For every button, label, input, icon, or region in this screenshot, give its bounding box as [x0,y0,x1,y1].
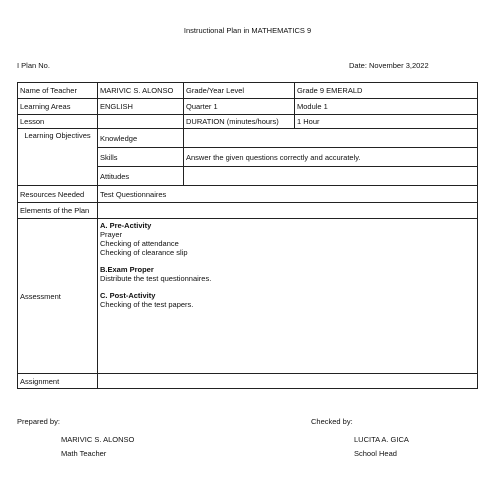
checked-by-name: LUCITA A. GICA [354,435,409,444]
duration-label: DURATION (minutes/hours) [184,115,295,129]
table-row [18,99,478,115]
attitudes-label: Attitudes [98,167,184,186]
assessment-label: Assessment [18,219,98,374]
table-row [18,374,478,389]
grade-label: Grade/Year Level [184,83,295,99]
plan-table [17,82,478,389]
elements-label: Elements of the Plan [18,203,98,219]
checked-by-label: Checked by: [311,417,353,426]
prepared-by-label: Prepared by: [17,417,60,426]
table-row [18,203,478,219]
skills-label: Skills [98,148,184,167]
table-row [18,219,478,374]
duration-value: 1 Hour [295,115,478,129]
checked-by-role: School Head [354,449,397,458]
pre-activity-title: A. Pre-Activity [100,221,152,230]
table-row [18,129,478,148]
elements-value [98,203,478,219]
lesson-label: Lesson [18,115,98,129]
knowledge-value [184,129,478,148]
skills-value: Answer the given questions correctly and accurately. [184,148,478,167]
plan-number-label: I Plan No. [17,61,50,70]
learning-areas-label: Learning Areas [18,99,98,115]
learning-objectives-label: Learning Objectives [18,129,98,186]
teacher-name-label: Name of Teacher [18,83,98,99]
grade-value: Grade 9 EMERALD [295,83,478,99]
learning-areas-value: ENGLISH [98,99,184,115]
plan-date: Date: November 3,2022 [349,61,429,70]
table-row [18,186,478,203]
assignment-value [98,374,478,389]
exam-item: Distribute the test questionnaires. [100,274,212,283]
quarter-value: Quarter 1 [184,99,295,115]
pre-activity-item: Prayer [100,230,123,239]
resources-value: Test Questionnaires [98,186,478,203]
exam-proper-title: B.Exam Proper [100,265,154,274]
pre-activity-item: Checking of attendance [100,239,179,248]
table-row [18,115,478,129]
table-row [18,83,478,99]
post-activity-item: Checking of the test papers. [100,300,194,309]
lesson-value [98,115,184,129]
module-value: Module 1 [295,99,478,115]
post-activity-title: C. Post-Activity [100,291,156,300]
prepared-by-name: MARIVIC S. ALONSO [61,435,135,444]
prepared-by-role: Math Teacher [61,449,107,458]
knowledge-label: Knowledge [98,129,184,148]
assignment-label: Assignment [18,374,98,389]
pre-activity-item: Checking of clearance slip [100,248,188,257]
attitudes-value [184,167,478,186]
document-title: Instructional Plan in MATHEMATICS 9 [183,26,312,35]
assessment-content [98,219,478,374]
teacher-name-value: MARIVIC S. ALONSO [98,83,184,99]
resources-label: Resources Needed [18,186,98,203]
